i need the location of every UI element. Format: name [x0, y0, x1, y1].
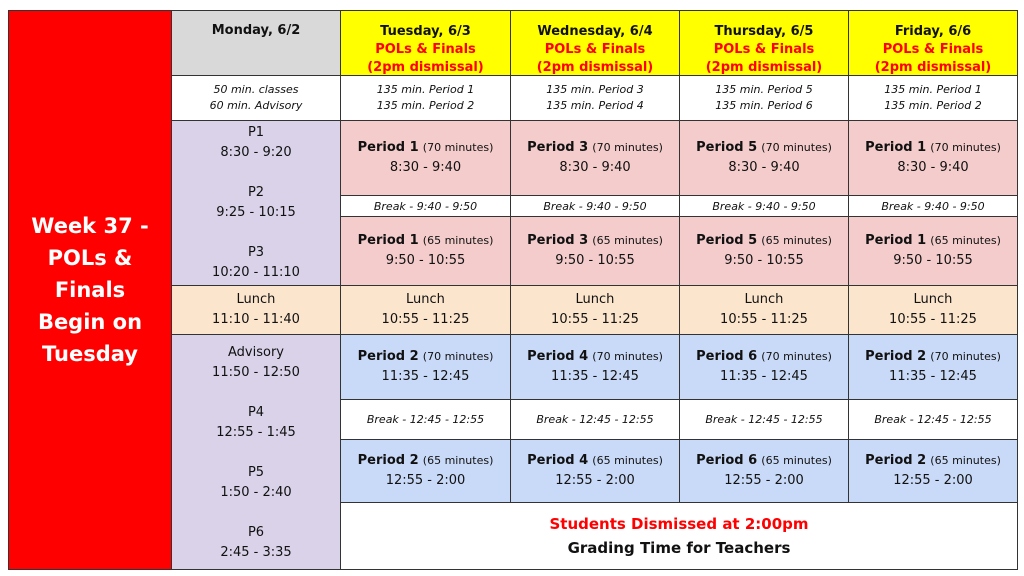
- note-line: 135 min. Period 2: [884, 99, 982, 112]
- lunch-time: 10:55 - 11:25: [720, 312, 808, 327]
- slot-label: Advisory: [228, 345, 284, 360]
- day-dismissal-note: (2pm dismissal): [705, 60, 823, 75]
- period-name: Period 5: [696, 233, 758, 248]
- break-label: Break - 12:45 - 12:55: [536, 413, 654, 426]
- slot-time: 10:20 - 11:10: [212, 265, 300, 280]
- period-block: [510, 120, 680, 196]
- period-minutes: (65 minutes): [422, 234, 494, 247]
- period-time: 9:50 - 10:55: [385, 253, 466, 268]
- period-block: [679, 216, 849, 286]
- period-name: Period 2: [865, 349, 927, 364]
- lunch-time: 10:55 - 11:25: [889, 312, 977, 327]
- break-label: Break - 9:40 - 9:50: [881, 199, 985, 213]
- break-label: Break - 9:40 - 9:50: [373, 199, 478, 213]
- period-time: 12:55 - 2:00: [893, 473, 973, 488]
- break-row: [848, 195, 1018, 217]
- break-row: [848, 399, 1018, 440]
- monday-slot: [172, 243, 340, 283]
- period-block: [679, 334, 849, 400]
- period-time: 12:55 - 2:00: [724, 473, 804, 488]
- period-time: 8:30 - 9:40: [389, 160, 462, 175]
- break-row: [340, 399, 511, 440]
- period-minutes: (70 minutes): [930, 141, 1001, 154]
- slot-time: 1:50 - 2:40: [220, 485, 292, 500]
- period-block: [340, 334, 511, 400]
- day-header: [510, 10, 680, 76]
- dismissal-banner: [340, 502, 1018, 570]
- lunch-label: Lunch: [744, 292, 784, 307]
- monday-lunch: [171, 285, 341, 335]
- period-time: 11:35 - 12:45: [889, 369, 977, 384]
- day-note: [510, 75, 680, 121]
- period-minutes: (70 minutes): [761, 141, 832, 154]
- day-header: [679, 10, 849, 76]
- day-dismissal-note: (2pm dismissal): [367, 60, 484, 75]
- period-block: [510, 334, 680, 400]
- period-minutes: (65 minutes): [930, 234, 1001, 247]
- period-name: Period 1: [357, 140, 419, 155]
- period-time: 8:30 - 9:40: [897, 160, 969, 175]
- period-time: 9:50 - 10:55: [555, 253, 635, 268]
- period-time: 11:35 - 12:45: [720, 369, 808, 384]
- break-label: Break - 12:45 - 12:55: [366, 413, 485, 426]
- period-minutes: (65 minutes): [930, 454, 1001, 467]
- period-minutes: (70 minutes): [761, 350, 832, 363]
- period-minutes: (70 minutes): [592, 350, 663, 363]
- slot-time: 11:50 - 12:50: [212, 365, 300, 380]
- break-row: [340, 195, 511, 217]
- slot-label: P1: [247, 125, 265, 140]
- week-banner-line: Week 37 -: [31, 214, 149, 238]
- period-minutes: (65 minutes): [422, 454, 494, 467]
- note-line: 135 min. Period 6: [715, 99, 813, 112]
- monday-header: [171, 10, 341, 76]
- period-minutes: (70 minutes): [422, 141, 494, 154]
- slot-label: Lunch: [236, 292, 276, 307]
- break-label: Break - 12:45 - 12:55: [874, 413, 992, 426]
- slot-time: 2:45 - 3:35: [220, 545, 292, 560]
- period-block: [848, 439, 1018, 503]
- period-name: Period 3: [527, 140, 589, 155]
- monday-slot: [172, 343, 340, 383]
- slot-label: P6: [247, 525, 265, 540]
- lunch-label: Lunch: [575, 292, 615, 307]
- day-dismissal-note: (2pm dismissal): [536, 60, 654, 75]
- period-minutes: (65 minutes): [761, 454, 832, 467]
- period-time: 9:50 - 10:55: [724, 253, 804, 268]
- slot-time: 9:25 - 10:15: [216, 205, 296, 220]
- monday-date: Monday, 6/2: [211, 23, 301, 38]
- dismissal-line: Students Dismissed at 2:00pm: [549, 515, 809, 533]
- lunch-label: Lunch: [913, 292, 953, 307]
- lunch-block: [848, 285, 1018, 335]
- lunch-time: 10:55 - 11:25: [551, 312, 639, 327]
- week-banner-line: POLs & Finals: [47, 246, 133, 302]
- note-line: 135 min. Period 2: [376, 99, 475, 112]
- day-date: Tuesday, 6/3: [380, 24, 471, 39]
- slot-time: 11:10 - 11:40: [212, 312, 300, 327]
- period-block: [510, 439, 680, 503]
- lunch-block: [340, 285, 511, 335]
- monday-slot: [172, 123, 340, 163]
- period-minutes: (65 minutes): [761, 234, 832, 247]
- break-row: [510, 399, 680, 440]
- day-date: Wednesday, 6/4: [537, 24, 653, 39]
- period-time: 11:35 - 12:45: [381, 369, 470, 384]
- monday-note: [171, 75, 341, 121]
- slot-label: P2: [247, 185, 265, 200]
- period-minutes: (65 minutes): [592, 454, 663, 467]
- period-time: 8:30 - 9:40: [559, 160, 631, 175]
- period-block: [340, 120, 511, 196]
- note-line: 135 min. Period 3: [546, 83, 644, 96]
- monday-slot: [172, 183, 340, 223]
- day-subtitle: POLs & Finals: [375, 42, 476, 57]
- day-date: Friday, 6/6: [894, 24, 972, 39]
- slot-label: P5: [247, 465, 265, 480]
- day-subtitle: POLs & Finals: [882, 42, 984, 57]
- period-name: Period 6: [696, 349, 758, 364]
- period-name: Period 1: [865, 233, 927, 248]
- lunch-time: 10:55 - 11:25: [381, 312, 470, 327]
- week-banner-line: Tuesday: [42, 342, 138, 366]
- monday-slot: [172, 523, 340, 563]
- day-note: [848, 75, 1018, 121]
- period-minutes: (70 minutes): [592, 141, 663, 154]
- period-name: Period 1: [357, 233, 419, 248]
- period-name: Period 5: [696, 140, 758, 155]
- note-line: 135 min. Period 5: [715, 83, 813, 96]
- break-row: [679, 195, 849, 217]
- break-row: [679, 399, 849, 440]
- period-name: Period 4: [527, 349, 589, 364]
- period-block: [510, 216, 680, 286]
- day-note: [679, 75, 849, 121]
- day-dismissal-note: (2pm dismissal): [874, 60, 992, 75]
- period-name: Period 6: [696, 453, 758, 468]
- monday-slot: [172, 463, 340, 503]
- monday-block-morning: [171, 120, 341, 286]
- period-block: [848, 334, 1018, 400]
- period-time: 9:50 - 10:55: [893, 253, 973, 268]
- slot-label: P4: [247, 405, 265, 420]
- period-name: Period 2: [357, 349, 419, 364]
- day-header: [848, 10, 1018, 76]
- period-time: 12:55 - 2:00: [385, 473, 466, 488]
- period-block: [679, 120, 849, 196]
- monday-block-afternoon: [171, 334, 341, 570]
- lunch-label: Lunch: [406, 292, 445, 307]
- day-subtitle: POLs & Finals: [544, 42, 646, 57]
- period-minutes: (70 minutes): [930, 350, 1001, 363]
- break-label: Break - 12:45 - 12:55: [705, 413, 823, 426]
- period-block: [340, 439, 511, 503]
- monday-slot: [172, 403, 340, 443]
- period-time: 11:35 - 12:45: [551, 369, 639, 384]
- week-banner: [8, 10, 172, 570]
- period-block: [848, 216, 1018, 286]
- note-line: 50 min. classes: [213, 83, 299, 96]
- lunch-block: [510, 285, 680, 335]
- period-name: Period 2: [357, 453, 419, 468]
- break-row: [510, 195, 680, 217]
- note-line: 135 min. Period 4: [546, 99, 644, 112]
- day-subtitle: POLs & Finals: [713, 42, 815, 57]
- period-minutes: (70 minutes): [422, 350, 494, 363]
- note-line: 135 min. Period 1: [376, 83, 475, 96]
- period-time: 12:55 - 2:00: [555, 473, 635, 488]
- period-name: Period 2: [865, 453, 927, 468]
- period-block: [848, 120, 1018, 196]
- break-label: Break - 9:40 - 9:50: [712, 199, 816, 213]
- period-block: [340, 216, 511, 286]
- period-name: Period 1: [865, 140, 927, 155]
- week-banner-line: Begin on: [37, 310, 143, 334]
- note-line: 60 min. Advisory: [209, 99, 303, 112]
- day-date: Thursday, 6/5: [714, 24, 814, 39]
- period-name: Period 4: [527, 453, 589, 468]
- day-header: [340, 10, 511, 76]
- grading-line: Grading Time for Teachers: [567, 539, 791, 557]
- slot-label: P3: [247, 245, 265, 260]
- period-minutes: (65 minutes): [592, 234, 663, 247]
- note-line: 135 min. Period 1: [884, 83, 982, 96]
- slot-time: 8:30 - 9:20: [220, 145, 292, 160]
- period-block: [679, 439, 849, 503]
- day-note: [340, 75, 511, 121]
- lunch-block: [679, 285, 849, 335]
- period-time: 8:30 - 9:40: [728, 160, 800, 175]
- slot-time: 12:55 - 1:45: [216, 425, 296, 440]
- period-name: Period 3: [527, 233, 589, 248]
- break-label: Break - 9:40 - 9:50: [543, 199, 647, 213]
